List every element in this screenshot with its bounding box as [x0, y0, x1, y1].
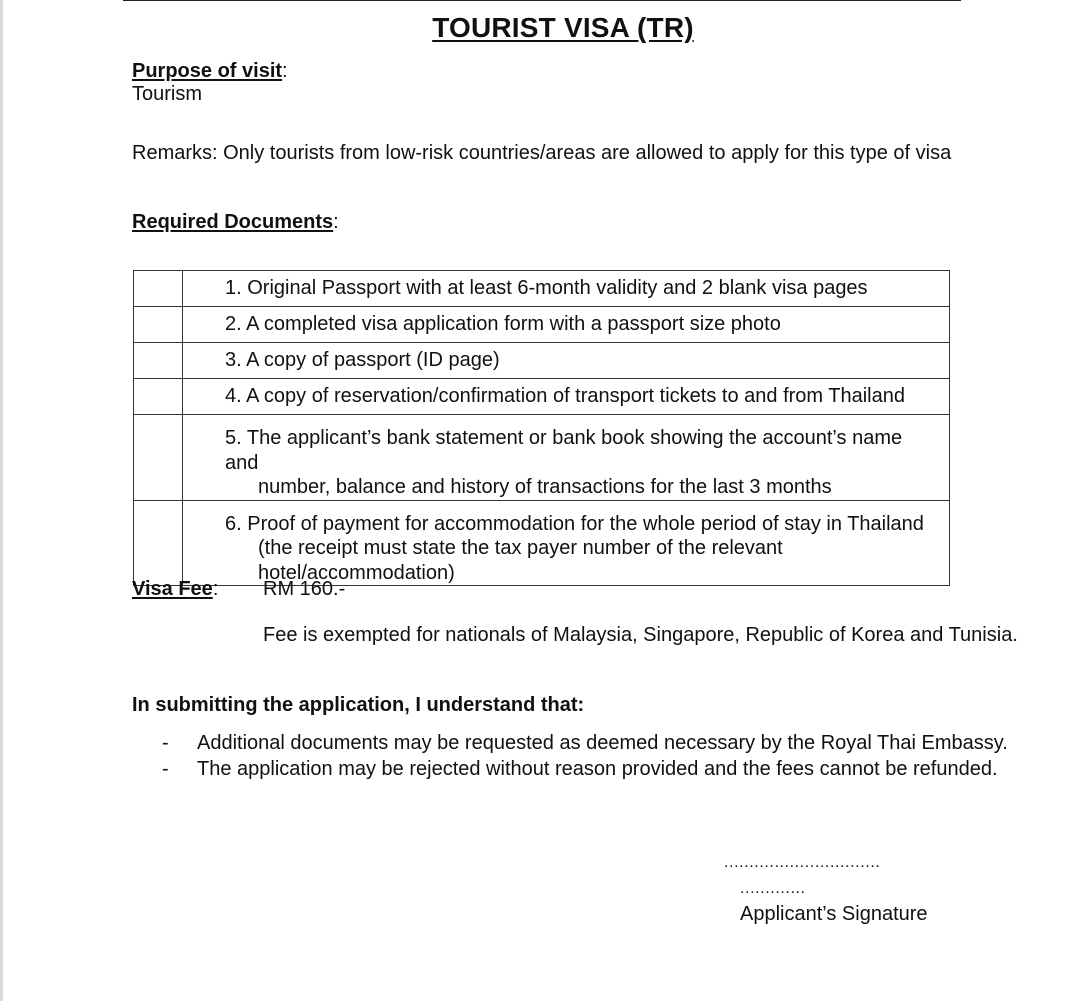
page-edge — [0, 0, 3, 1001]
document-item-text: 6. Proof of payment for accommodation for the whole period of stay in Thailand — [225, 512, 924, 535]
document-cell — [183, 500, 950, 586]
document-item-text: 2. A completed visa application form with a passport size photo — [225, 313, 781, 335]
visa-fee-value: RM 160.- — [263, 578, 346, 600]
document-item-text: 1. Original Passport with at least 6-month validity and 2 blank visa pages — [225, 277, 868, 299]
document-item-continuation: hotel/accommodation) — [258, 561, 455, 584]
bullet-dash: - — [162, 758, 169, 780]
table-row — [134, 271, 950, 307]
signature-dotted-line: ............................... — [724, 854, 881, 871]
list-item — [162, 756, 1008, 782]
document-item-text: 4. A copy of reservation/confirmation of transport tickets to and from Thailand — [225, 385, 905, 407]
checkbox-cell — [134, 307, 183, 343]
document-cell — [183, 379, 950, 415]
page-title: TOURIST VISA (TR) — [432, 12, 694, 43]
document-cell — [183, 343, 950, 379]
purpose-value: Tourism — [132, 83, 203, 105]
checkbox-cell — [134, 379, 183, 415]
understanding-heading: In submitting the application, I understand that: — [132, 694, 585, 716]
remarks-text: Remarks: Only tourists from low-risk countries/areas are allowed to apply for this type of visa — [132, 142, 952, 164]
table-row — [134, 415, 950, 501]
visa-fee-note: Fee is exempted for nationals of Malaysia, Singapore, Republic of Korea and Tunisia. — [263, 624, 1018, 646]
list-item — [162, 730, 1008, 756]
checkbox-cell — [134, 343, 183, 379]
checkbox-cell — [134, 500, 183, 586]
understanding-list — [162, 730, 1008, 782]
signature-label: Applicant’s Signature — [740, 903, 928, 925]
document-cell — [183, 415, 950, 501]
required-documents-label: Required Documents: — [132, 211, 339, 233]
understanding-item: Additional documents may be requested as deemed necessary by the Royal Thai Embassy. — [197, 732, 1008, 754]
understanding-item: The application may be rejected without reason provided and the fees cannot be refunded. — [197, 758, 998, 780]
bullet-dash: - — [162, 732, 169, 754]
visa-fee-label: Visa Fee: — [132, 578, 219, 600]
table-row — [134, 500, 950, 586]
document-item-text: 3. A copy of passport (ID page) — [225, 349, 500, 371]
table-row — [134, 379, 950, 415]
document-cell — [183, 271, 950, 307]
checkbox-cell — [134, 271, 183, 307]
required-documents-table — [133, 270, 950, 586]
document-cell — [183, 307, 950, 343]
top-rule — [123, 0, 961, 1]
purpose-label: Purpose of visit: — [132, 60, 288, 82]
table-row — [134, 343, 950, 379]
signature-dotted-line-continued: ............. — [740, 880, 806, 897]
checkbox-cell — [134, 415, 183, 501]
document-item-text: 5. The applicant’s bank statement or bank book showing the account’s name and — [225, 427, 903, 474]
document-item-continuation: (the receipt must state the tax payer number of the relevant — [258, 537, 783, 559]
document-item-continuation: number, balance and history of transactions for the last 3 months — [258, 476, 832, 498]
table-row — [134, 307, 950, 343]
